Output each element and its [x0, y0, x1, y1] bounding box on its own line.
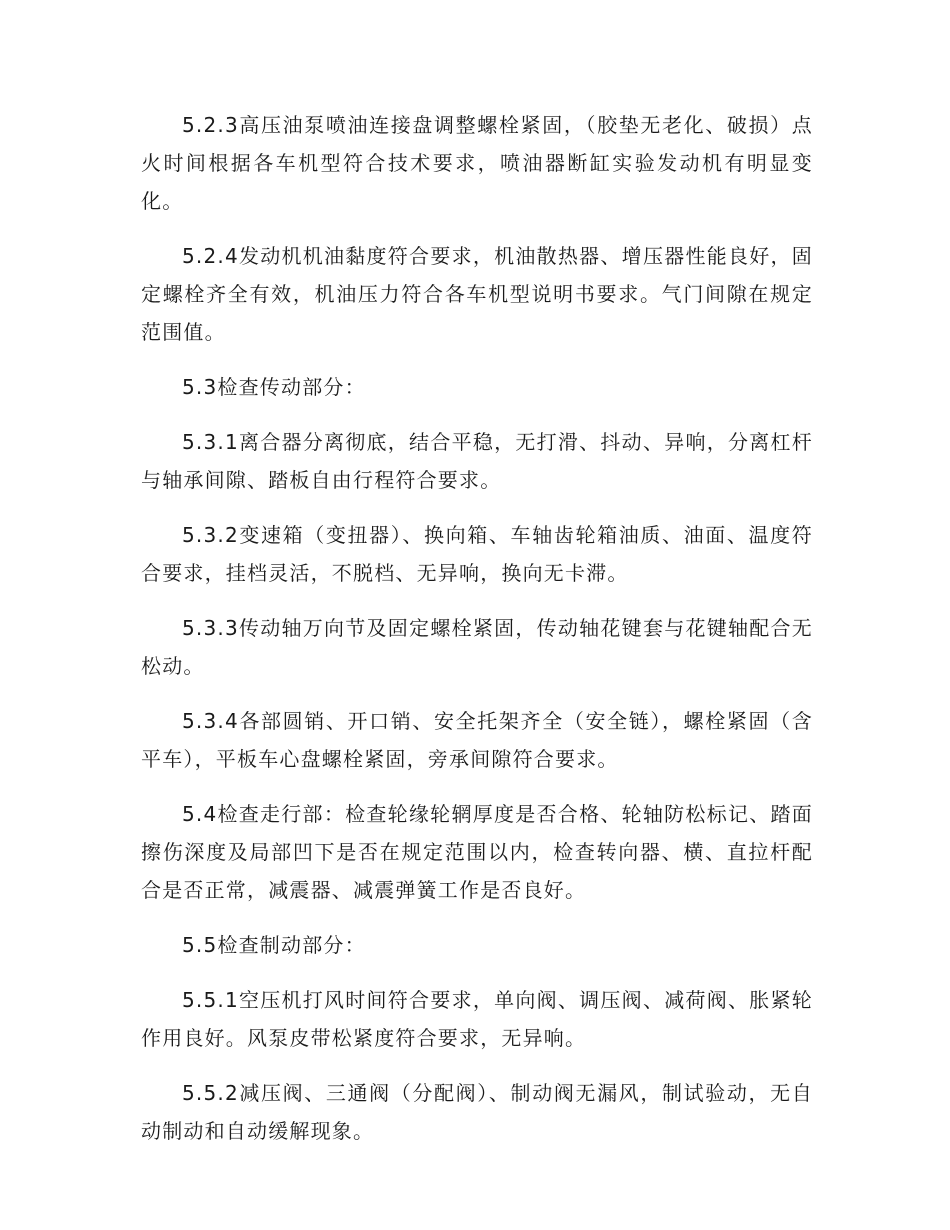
paragraph-5-4: 5.4检查走行部：检查轮缘轮辋厚度是否合格、轮轴防松标记、踏面擦伤深度及局部凹下是否在规定范围以内，检查转向器、横、直拉杆配合是否正常，减震器、减震弹簧工作是否良好。 [141, 802, 813, 902]
paragraph-5-3-2: 5.3.2变速箱（变扭器）、换向箱、车轴齿轮箱油质、油面、温度符合要求，挂档灵活，不脱档、无异响，换向无卡滞。 [141, 523, 813, 585]
paragraph-5-5-2: 5.5.2减压阀、三通阀（分配阀）、制动阀无漏风，制试验动，无自动制动和自动缓解现象。 [141, 1081, 813, 1143]
paragraph-5-5-heading: 5.5检查制动部分： [182, 933, 366, 957]
paragraph-5-3-heading: 5.3检查传动部分： [182, 375, 366, 399]
paragraph-5-2-3: 5.2.3高压油泵喷油连接盘调整螺栓紧固，（胶垫无老化、破损）点火时间根据各车机型符合技术要求，喷油器断缸实验发动机有明显变化。 [141, 113, 813, 213]
paragraph-5-3-1: 5.3.1离合器分离彻底，结合平稳，无打滑、抖动、异响，分离杠杆与轴承间隙、踏板自由行程符合要求。 [141, 430, 813, 492]
paragraph-5-2-4: 5.2.4发动机机油黏度符合要求，机油散热器、增压器性能良好，固定螺栓齐全有效，机油压力符合各车机型说明书要求。气门间隙在规定范围值。 [141, 244, 813, 344]
paragraph-5-3-4: 5.3.4各部圆销、开口销、安全托架齐全（安全链），螺栓紧固（含平车），平板车心盘螺栓紧固，旁承间隙符合要求。 [141, 709, 813, 771]
paragraph-5-5-1: 5.5.1空压机打风时间符合要求，单向阀、调压阀、减荷阀、胀紧轮作用良好。风泵皮带松紧度符合要求，无异响。 [141, 988, 813, 1050]
paragraph-5-3-3: 5.3.3传动轴万向节及固定螺栓紧固，传动轴花键套与花键轴配合无松动。 [141, 616, 813, 678]
document-body [141, 106, 813, 1167]
